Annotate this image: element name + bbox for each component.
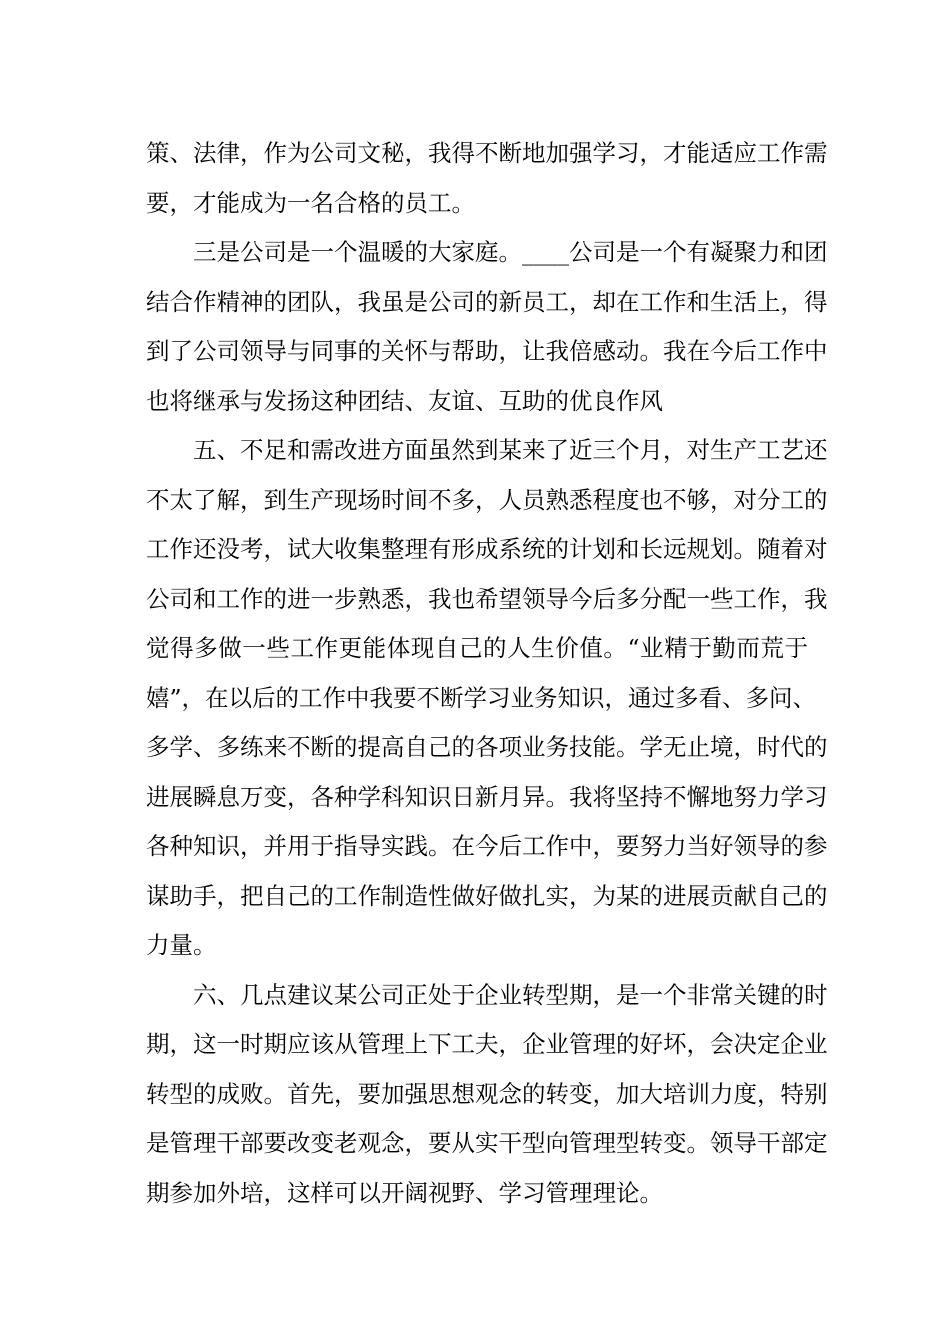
text-line: 觉得多做一些工作更能体现自己的人生价值。“业精于勤而荒于: [146, 634, 808, 662]
paragraph-suggestions: [146, 975, 828, 1223]
text-line: 也将继承与发扬这种团结、友谊、互助的优良作风: [146, 386, 663, 415]
text-line: 三是公司是一个温暖的大家庭。____公司是一个有凝聚力和团: [146, 238, 828, 266]
text-line: 转型的成败。首先，要加强思想观念的转变，加大培训力度，特别: [146, 1079, 828, 1108]
text-line: 进展瞬息万变，各种学科知识日新月异。我将坚持不懈地努力学习: [146, 782, 828, 811]
text-line: 结合作精神的团队，我虽是公司的新员工，却在工作和生活上，得: [146, 287, 828, 316]
text-line: 到了公司领导与同事的关怀与帮助，让我倍感动。我在今后工作中: [146, 337, 828, 365]
text-line: 要，才能成为一名合格的员工。: [146, 188, 475, 217]
text-line: 力量。: [146, 931, 217, 959]
text-line: 公司和工作的进一步熟悉，我也希望领导今后多分配一些工作，我: [146, 584, 828, 613]
paragraph-policy-study: [146, 133, 828, 232]
paragraph-warm-family: [146, 232, 828, 430]
text-line: 策、法律，作为公司文秘，我得不断地加强学习，才能适应工作需: [146, 139, 828, 167]
text-line: 是管理干部要改变老观念，要从实干型向管理型转变。领导干部定: [146, 1129, 828, 1157]
text-line: 谋助手，把自己的工作制造性做好做扎实，为某的进展贡献自己的: [146, 881, 828, 910]
text-line: 五、不足和需改进方面虽然到某来了近三个月，对生产工艺还: [146, 436, 828, 464]
text-line: 嬉”，在以后的工作中我要不断学习业务知识，通过多看、多问、: [146, 683, 817, 712]
text-line: 期，这一时期应该从管理上下工夫，企业管理的好坏，会决定企业: [146, 1030, 828, 1058]
text-line: 多学、多练来不断的提高自己的各项业务技能。学无止境，时代的: [146, 733, 828, 761]
text-line: 六、几点建议某公司正处于企业转型期，是一个非常关键的时: [146, 980, 828, 1009]
text-line: 期参加外培，这样可以开阔视野、学习管理理论。: [146, 1178, 663, 1207]
document-page: [146, 133, 828, 1222]
paragraph-shortcomings: [146, 430, 828, 975]
text-line: 不太了解，到生产现场时间不多，人员熟悉程度也不够，对分工的: [146, 485, 828, 514]
text-line: 工作还没考，试大收集整理有形成系统的计划和长远规划。随着对: [146, 535, 828, 563]
text-line: 各种知识，并用于指导实践。在今后工作中，要努力当好领导的参: [146, 832, 828, 860]
